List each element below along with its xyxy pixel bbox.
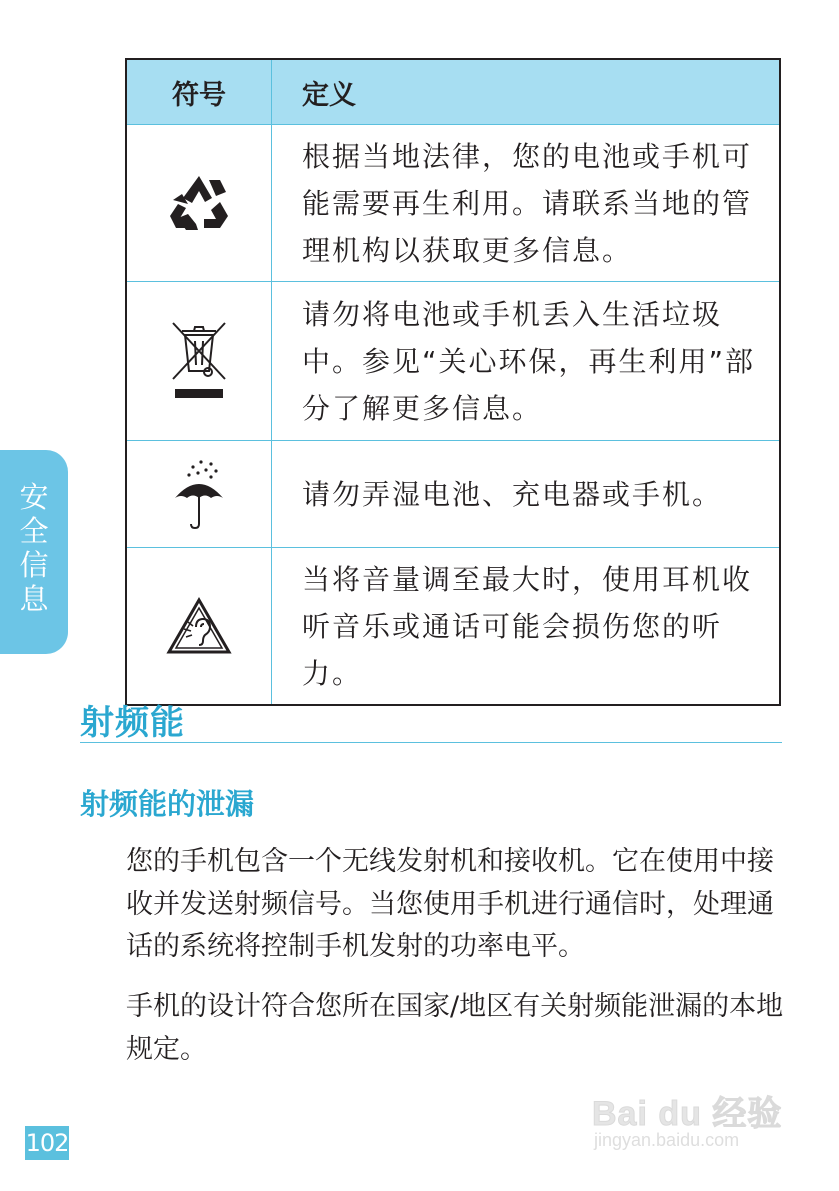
definition-cell: 请勿弄湿电池、充电器或手机。 [272, 441, 781, 548]
body-paragraph: 手机的设计符合您所在国家/地区有关射频能泄漏的本地规定。 [126, 991, 784, 1065]
hearing-warning-icon [166, 597, 232, 655]
table-header-row [126, 59, 780, 125]
section-title: 射频能 [80, 703, 185, 743]
symbol-cell [126, 125, 272, 282]
definition-cell: 当将音量调至最大时，使用耳机收听音乐或通话可能会损伤您的听力。 [272, 548, 781, 706]
body-paragraph: 您的手机包含一个无线发射机和接收机。它在使用中接收并发送射频信号。当您使用手机进行通信时，处理通话的系统将控制手机发射的功率电平。 [126, 846, 774, 962]
table-row [126, 282, 780, 441]
symbol-cell [126, 548, 272, 706]
section-subtitle: 射频能的泄漏 [80, 787, 255, 821]
header-definition: 定义 [272, 59, 781, 125]
table-row [126, 125, 780, 282]
table-row [126, 441, 780, 548]
umbrella-rain-icon [171, 458, 227, 530]
section-side-tab [0, 450, 68, 654]
watermark-url: jingyan.baidu.com [594, 1130, 740, 1150]
symbol-cell [126, 441, 272, 548]
header-symbol: 符号 [126, 59, 272, 125]
page-number: 102 [25, 1126, 69, 1160]
table-row [126, 548, 780, 706]
recycle-icon [168, 172, 230, 234]
symbol-definition-table [125, 58, 781, 706]
symbol-cell [126, 282, 272, 441]
definition-cell: 请勿将电池或手机丢入生活垃圾中。参见“关心环保，再生利用”部分了解更多信息。 [272, 282, 781, 441]
definition-cell: 根据当地法律，您的电池或手机可能需要再生利用。请联系当地的管理机构以获取更多信息。 [272, 125, 781, 282]
watermark-logo: Bai du 经验 [592, 1095, 783, 1133]
side-tab-label: 安 全 信 息 [19, 480, 49, 616]
title-divider [80, 742, 782, 743]
crossed-bin-icon [169, 319, 229, 403]
baidu-watermark [592, 1068, 792, 1158]
